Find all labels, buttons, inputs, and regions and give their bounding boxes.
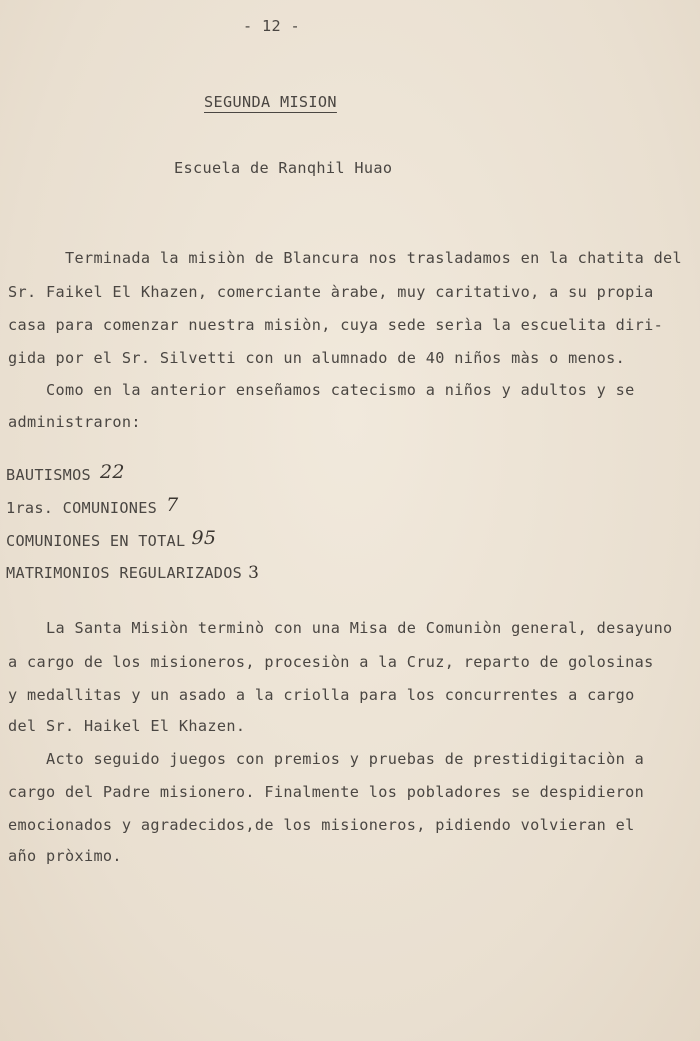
stat-matrimonios (6, 563, 259, 583)
stat-primeras-comuniones (6, 494, 179, 518)
stat-label: BAUTISMOS (6, 466, 91, 484)
text-line: y medallitas y un asado a la criolla para los concurrentes a cargo (8, 686, 635, 704)
text-line: cargo del Padre misionero. Finalmente los pobladores se despidieron (8, 783, 645, 801)
text-line: Sr. Faikel El Khazen, comerciante àrabe, muy caritativo, a su propia (8, 283, 654, 301)
stat-label: 1ras. COMUNIONES (6, 499, 158, 517)
text-line: a cargo de los misioneros, procesiòn a la Cruz, reparto de golosinas (8, 653, 654, 671)
section-title: SEGUNDA MISION (204, 93, 337, 111)
stat-value: 7 (166, 494, 179, 516)
text-line: Acto seguido juegos con premios y pruebas de prestidigitaciòn a (8, 750, 645, 768)
stat-comuniones-total (6, 527, 217, 551)
text-line: año pròximo. (8, 847, 122, 865)
page-number: - 12 - (243, 17, 300, 35)
text-line: La Santa Misiòn terminò con una Misa de Comuniòn general, desayuno (8, 619, 673, 637)
stat-value: 95 (191, 527, 217, 549)
text-line: administraron: (8, 413, 141, 431)
text-line: emocionados y agradecidos,de los misioneros, pidiendo volvieran el (8, 816, 635, 834)
stat-value: 22 (100, 461, 125, 483)
stat-bautismos (6, 461, 125, 485)
stat-label: MATRIMONIOS REGULARIZADOS (6, 564, 243, 582)
stat-label: COMUNIONES EN TOTAL (6, 532, 186, 550)
text-line: gida por el Sr. Silvetti con un alumnado de 40 niños màs o menos. (8, 349, 626, 367)
text-line: del Sr. Haikel El Khazen. (8, 717, 246, 735)
text-line: Como en la anterior enseñamos catecismo a niños y adultos y se (8, 381, 635, 399)
section-subtitle: Escuela de Ranqhil Huao (174, 159, 393, 177)
text-line: casa para comenzar nuestra misiòn, cuya sede serìa la escuelita diri- (8, 316, 664, 334)
stat-value: 3 (248, 563, 260, 583)
text-line: Terminada la misiòn de Blancura nos trasladamos en la chatita del (8, 249, 683, 267)
